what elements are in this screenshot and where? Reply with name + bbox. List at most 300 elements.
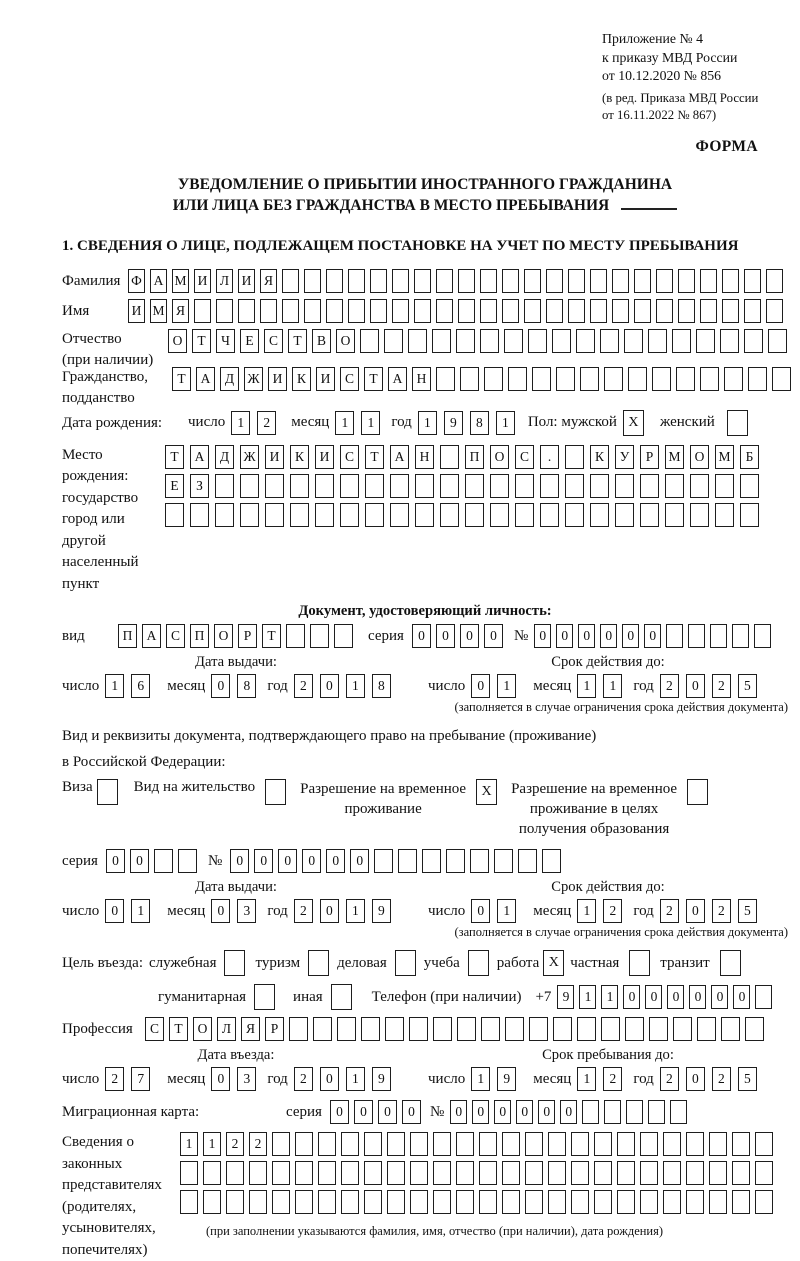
char-cell[interactable] (341, 1190, 359, 1214)
char-cell[interactable]: П (465, 445, 484, 469)
char-cell[interactable]: 6 (131, 674, 150, 698)
char-cell[interactable]: 0 (211, 674, 230, 698)
char-cell[interactable] (640, 1132, 658, 1156)
char-cell[interactable] (502, 269, 519, 293)
char-cell[interactable]: 0 (578, 624, 595, 648)
char-cell[interactable]: Ф (128, 269, 145, 293)
char-cell[interactable]: 8 (470, 411, 489, 435)
char-cell[interactable]: Р (238, 624, 257, 648)
char-cell[interactable] (715, 503, 734, 527)
char-cell[interactable] (652, 367, 671, 391)
char-cell[interactable] (433, 1017, 452, 1041)
char-cell[interactable]: 1 (603, 674, 622, 698)
char-cell[interactable] (676, 367, 695, 391)
char-cell[interactable] (568, 269, 585, 293)
char-cell[interactable] (286, 624, 305, 648)
char-cell[interactable] (755, 1190, 773, 1214)
char-cell[interactable]: 0 (330, 1100, 349, 1124)
char-cell[interactable]: 0 (278, 849, 297, 873)
char-cell[interactable]: 0 (534, 624, 551, 648)
char-cell[interactable] (365, 503, 384, 527)
char-cell[interactable] (615, 503, 634, 527)
char-cell[interactable]: 1 (497, 899, 516, 923)
char-cell[interactable] (663, 1161, 681, 1185)
char-cell[interactable]: Е (240, 329, 259, 353)
char-cell[interactable] (260, 299, 277, 323)
char-cell[interactable]: 0 (326, 849, 345, 873)
char-cell[interactable]: И (265, 445, 284, 469)
char-cell[interactable]: О (490, 445, 509, 469)
char-cell[interactable] (384, 329, 403, 353)
char-cell[interactable]: О (336, 329, 355, 353)
char-cell[interactable] (240, 503, 259, 527)
char-cell[interactable]: 0 (254, 849, 273, 873)
char-cell[interactable] (556, 367, 575, 391)
char-cell[interactable]: К (590, 445, 609, 469)
char-cell[interactable] (724, 367, 743, 391)
char-cell[interactable] (304, 299, 321, 323)
char-cell[interactable] (709, 1190, 727, 1214)
char-cell[interactable]: 1 (577, 899, 596, 923)
char-cell[interactable] (744, 299, 761, 323)
char-cell[interactable]: 0 (556, 624, 573, 648)
char-cell[interactable] (470, 849, 489, 873)
char-cell[interactable] (265, 503, 284, 527)
char-cell[interactable] (670, 1100, 687, 1124)
char-cell[interactable] (295, 1132, 313, 1156)
char-cell[interactable] (479, 1161, 497, 1185)
char-cell[interactable] (525, 1190, 543, 1214)
char-cell[interactable]: 0 (460, 624, 479, 648)
char-cell[interactable] (446, 849, 465, 873)
char-cell[interactable] (502, 1161, 520, 1185)
char-cell[interactable]: 0 (644, 624, 661, 648)
char-cell[interactable] (180, 1190, 198, 1214)
char-cell[interactable] (755, 1161, 773, 1185)
char-cell[interactable] (634, 299, 651, 323)
char-cell[interactable] (436, 269, 453, 293)
char-cell[interactable] (766, 299, 783, 323)
char-cell[interactable] (410, 1161, 428, 1185)
char-cell[interactable]: 3 (237, 1067, 256, 1091)
char-cell[interactable] (203, 1161, 221, 1185)
char-cell[interactable] (709, 1161, 727, 1185)
sex-male-checkbox[interactable]: X (623, 410, 644, 436)
char-cell[interactable] (663, 1132, 681, 1156)
char-cell[interactable] (240, 474, 259, 498)
char-cell[interactable] (525, 1132, 543, 1156)
char-cell[interactable]: 1 (180, 1132, 198, 1156)
char-cell[interactable]: 1 (496, 411, 515, 435)
char-cell[interactable]: 2 (294, 1067, 313, 1091)
char-cell[interactable] (772, 367, 791, 391)
char-cell[interactable]: 1 (471, 1067, 490, 1091)
char-cell[interactable] (640, 474, 659, 498)
char-cell[interactable] (215, 503, 234, 527)
char-cell[interactable] (408, 329, 427, 353)
char-cell[interactable] (548, 1132, 566, 1156)
char-cell[interactable] (490, 503, 509, 527)
char-cell[interactable] (370, 269, 387, 293)
char-cell[interactable] (165, 503, 184, 527)
residence-permit-checkbox[interactable] (265, 779, 286, 805)
char-cell[interactable] (433, 1132, 451, 1156)
char-cell[interactable] (678, 269, 695, 293)
char-cell[interactable] (326, 299, 343, 323)
char-cell[interactable] (216, 299, 233, 323)
char-cell[interactable]: 0 (711, 985, 728, 1009)
char-cell[interactable] (690, 474, 709, 498)
char-cell[interactable] (238, 299, 255, 323)
char-cell[interactable]: 0 (211, 899, 230, 923)
char-cell[interactable]: 9 (372, 899, 391, 923)
char-cell[interactable]: Т (192, 329, 211, 353)
char-cell[interactable]: А (150, 269, 167, 293)
char-cell[interactable] (697, 1017, 716, 1041)
char-cell[interactable] (440, 445, 459, 469)
char-cell[interactable]: 0 (412, 624, 431, 648)
char-cell[interactable]: 3 (237, 899, 256, 923)
char-cell[interactable]: А (190, 445, 209, 469)
char-cell[interactable] (458, 269, 475, 293)
char-cell[interactable] (341, 1161, 359, 1185)
char-cell[interactable] (640, 1190, 658, 1214)
char-cell[interactable] (484, 367, 503, 391)
char-cell[interactable] (457, 1017, 476, 1041)
char-cell[interactable] (553, 1017, 572, 1041)
char-cell[interactable]: Л (217, 1017, 236, 1041)
char-cell[interactable] (313, 1017, 332, 1041)
char-cell[interactable]: 5 (738, 674, 757, 698)
char-cell[interactable]: 2 (105, 1067, 124, 1091)
char-cell[interactable] (390, 474, 409, 498)
char-cell[interactable] (656, 269, 673, 293)
char-cell[interactable] (465, 503, 484, 527)
char-cell[interactable] (326, 269, 343, 293)
char-cell[interactable] (576, 329, 595, 353)
char-cell[interactable] (656, 299, 673, 323)
char-cell[interactable]: Я (172, 299, 189, 323)
char-cell[interactable]: Д (215, 445, 234, 469)
char-cell[interactable] (226, 1190, 244, 1214)
char-cell[interactable] (440, 474, 459, 498)
char-cell[interactable]: 1 (601, 985, 618, 1009)
char-cell[interactable] (565, 445, 584, 469)
char-cell[interactable] (458, 299, 475, 323)
char-cell[interactable]: Ж (240, 445, 259, 469)
char-cell[interactable] (194, 299, 211, 323)
char-cell[interactable]: М (172, 269, 189, 293)
char-cell[interactable] (748, 367, 767, 391)
char-cell[interactable] (272, 1161, 290, 1185)
char-cell[interactable] (715, 474, 734, 498)
char-cell[interactable]: 0 (733, 985, 750, 1009)
char-cell[interactable] (732, 1161, 750, 1185)
purpose-study-checkbox[interactable] (468, 950, 489, 976)
char-cell[interactable]: Т (364, 367, 383, 391)
char-cell[interactable] (295, 1190, 313, 1214)
char-cell[interactable]: 2 (226, 1132, 244, 1156)
char-cell[interactable]: 1 (579, 985, 596, 1009)
char-cell[interactable] (415, 503, 434, 527)
char-cell[interactable]: С (515, 445, 534, 469)
char-cell[interactable] (364, 1161, 382, 1185)
char-cell[interactable] (433, 1161, 451, 1185)
char-cell[interactable]: С (145, 1017, 164, 1041)
char-cell[interactable]: 1 (418, 411, 437, 435)
char-cell[interactable] (318, 1132, 336, 1156)
char-cell[interactable]: 0 (471, 674, 490, 698)
char-cell[interactable] (612, 299, 629, 323)
char-cell[interactable] (456, 1190, 474, 1214)
char-cell[interactable] (502, 1190, 520, 1214)
char-cell[interactable] (479, 1190, 497, 1214)
char-cell[interactable]: 0 (105, 899, 124, 923)
char-cell[interactable]: 2 (712, 1067, 731, 1091)
char-cell[interactable] (337, 1017, 356, 1041)
char-cell[interactable] (594, 1132, 612, 1156)
char-cell[interactable] (480, 329, 499, 353)
char-cell[interactable] (590, 503, 609, 527)
char-cell[interactable]: 2 (294, 674, 313, 698)
char-cell[interactable]: К (292, 367, 311, 391)
char-cell[interactable]: 0 (472, 1100, 489, 1124)
char-cell[interactable] (154, 849, 173, 873)
char-cell[interactable]: 8 (237, 674, 256, 698)
char-cell[interactable]: 2 (660, 899, 679, 923)
char-cell[interactable] (755, 1132, 773, 1156)
char-cell[interactable]: Н (415, 445, 434, 469)
char-cell[interactable] (436, 299, 453, 323)
char-cell[interactable] (282, 269, 299, 293)
char-cell[interactable]: Т (172, 367, 191, 391)
char-cell[interactable] (612, 269, 629, 293)
char-cell[interactable]: 0 (230, 849, 249, 873)
char-cell[interactable]: 1 (346, 1067, 365, 1091)
char-cell[interactable] (515, 474, 534, 498)
char-cell[interactable] (436, 367, 455, 391)
char-cell[interactable] (665, 474, 684, 498)
char-cell[interactable] (722, 269, 739, 293)
char-cell[interactable]: 9 (557, 985, 574, 1009)
char-cell[interactable] (502, 299, 519, 323)
char-cell[interactable] (529, 1017, 548, 1041)
char-cell[interactable]: 0 (320, 1067, 339, 1091)
char-cell[interactable]: И (238, 269, 255, 293)
char-cell[interactable]: 1 (497, 674, 516, 698)
char-cell[interactable]: С (166, 624, 185, 648)
char-cell[interactable]: А (142, 624, 161, 648)
char-cell[interactable] (546, 269, 563, 293)
char-cell[interactable]: 2 (603, 899, 622, 923)
purpose-transit-checkbox[interactable] (720, 950, 741, 976)
char-cell[interactable]: 8 (372, 674, 391, 698)
char-cell[interactable] (604, 367, 623, 391)
char-cell[interactable] (422, 849, 441, 873)
char-cell[interactable] (432, 329, 451, 353)
char-cell[interactable]: Н (412, 367, 431, 391)
char-cell[interactable] (190, 503, 209, 527)
char-cell[interactable] (479, 1132, 497, 1156)
purpose-official-checkbox[interactable] (224, 950, 245, 976)
char-cell[interactable] (480, 269, 497, 293)
char-cell[interactable] (392, 269, 409, 293)
char-cell[interactable] (460, 367, 479, 391)
char-cell[interactable] (525, 1161, 543, 1185)
char-cell[interactable]: 0 (130, 849, 149, 873)
char-cell[interactable] (688, 624, 705, 648)
char-cell[interactable]: В (312, 329, 331, 353)
char-cell[interactable]: 0 (471, 899, 490, 923)
char-cell[interactable] (456, 1132, 474, 1156)
char-cell[interactable]: 0 (436, 624, 455, 648)
char-cell[interactable]: 1 (105, 674, 124, 698)
char-cell[interactable]: И (194, 269, 211, 293)
char-cell[interactable] (754, 624, 771, 648)
char-cell[interactable] (649, 1017, 668, 1041)
char-cell[interactable]: И (128, 299, 145, 323)
char-cell[interactable] (304, 269, 321, 293)
char-cell[interactable]: 9 (497, 1067, 516, 1091)
char-cell[interactable]: И (268, 367, 287, 391)
char-cell[interactable] (686, 1190, 704, 1214)
char-cell[interactable] (515, 503, 534, 527)
char-cell[interactable] (744, 269, 761, 293)
char-cell[interactable] (663, 1190, 681, 1214)
char-cell[interactable] (696, 329, 715, 353)
char-cell[interactable] (282, 299, 299, 323)
char-cell[interactable] (364, 1132, 382, 1156)
char-cell[interactable] (387, 1132, 405, 1156)
char-cell[interactable]: 2 (294, 899, 313, 923)
sex-female-checkbox[interactable] (727, 410, 748, 436)
char-cell[interactable] (456, 329, 475, 353)
char-cell[interactable]: 2 (712, 899, 731, 923)
char-cell[interactable]: 0 (484, 624, 503, 648)
char-cell[interactable] (502, 1132, 520, 1156)
char-cell[interactable] (203, 1190, 221, 1214)
char-cell[interactable]: Т (165, 445, 184, 469)
char-cell[interactable] (295, 1161, 313, 1185)
char-cell[interactable]: 0 (320, 674, 339, 698)
char-cell[interactable] (524, 299, 541, 323)
char-cell[interactable] (465, 474, 484, 498)
char-cell[interactable] (594, 1190, 612, 1214)
char-cell[interactable] (548, 1161, 566, 1185)
char-cell[interactable]: 2 (660, 1067, 679, 1091)
char-cell[interactable] (590, 269, 607, 293)
char-cell[interactable] (440, 503, 459, 527)
char-cell[interactable]: Т (262, 624, 281, 648)
char-cell[interactable] (640, 1161, 658, 1185)
char-cell[interactable]: 0 (622, 624, 639, 648)
char-cell[interactable]: С (264, 329, 283, 353)
char-cell[interactable]: Л (216, 269, 233, 293)
char-cell[interactable] (414, 269, 431, 293)
char-cell[interactable]: 1 (131, 899, 150, 923)
char-cell[interactable] (628, 367, 647, 391)
char-cell[interactable] (666, 624, 683, 648)
char-cell[interactable]: 2 (249, 1132, 267, 1156)
char-cell[interactable] (710, 624, 727, 648)
char-cell[interactable] (582, 1100, 599, 1124)
purpose-business-checkbox[interactable] (395, 950, 416, 976)
purpose-work-checkbox[interactable]: X (543, 950, 564, 976)
char-cell[interactable]: Т (365, 445, 384, 469)
char-cell[interactable]: 2 (257, 411, 276, 435)
char-cell[interactable] (594, 1161, 612, 1185)
char-cell[interactable] (626, 1100, 643, 1124)
char-cell[interactable] (686, 1132, 704, 1156)
char-cell[interactable] (615, 474, 634, 498)
char-cell[interactable] (318, 1161, 336, 1185)
char-cell[interactable]: 0 (686, 674, 705, 698)
char-cell[interactable]: П (118, 624, 137, 648)
char-cell[interactable] (215, 474, 234, 498)
char-cell[interactable]: 0 (378, 1100, 397, 1124)
char-cell[interactable] (577, 1017, 596, 1041)
char-cell[interactable] (334, 624, 353, 648)
char-cell[interactable] (768, 329, 787, 353)
char-cell[interactable]: 0 (667, 985, 684, 1009)
char-cell[interactable] (398, 849, 417, 873)
char-cell[interactable]: 1 (335, 411, 354, 435)
char-cell[interactable] (410, 1190, 428, 1214)
char-cell[interactable] (365, 474, 384, 498)
char-cell[interactable] (648, 329, 667, 353)
char-cell[interactable] (745, 1017, 764, 1041)
char-cell[interactable] (532, 367, 551, 391)
char-cell[interactable]: 1 (577, 674, 596, 698)
char-cell[interactable] (508, 367, 527, 391)
char-cell[interactable] (315, 474, 334, 498)
char-cell[interactable]: 0 (302, 849, 321, 873)
char-cell[interactable] (361, 1017, 380, 1041)
char-cell[interactable] (686, 1161, 704, 1185)
char-cell[interactable]: 1 (346, 899, 365, 923)
char-cell[interactable] (678, 299, 695, 323)
char-cell[interactable] (226, 1161, 244, 1185)
char-cell[interactable] (600, 329, 619, 353)
char-cell[interactable] (617, 1190, 635, 1214)
char-cell[interactable] (272, 1190, 290, 1214)
char-cell[interactable]: 0 (538, 1100, 555, 1124)
purpose-tourism-checkbox[interactable] (308, 950, 329, 976)
char-cell[interactable] (318, 1190, 336, 1214)
char-cell[interactable]: 1 (577, 1067, 596, 1091)
char-cell[interactable] (315, 503, 334, 527)
char-cell[interactable] (387, 1190, 405, 1214)
char-cell[interactable] (290, 503, 309, 527)
char-cell[interactable] (766, 269, 783, 293)
char-cell[interactable]: Я (260, 269, 277, 293)
char-cell[interactable]: 0 (560, 1100, 577, 1124)
char-cell[interactable]: 0 (211, 1067, 230, 1091)
char-cell[interactable] (568, 299, 585, 323)
char-cell[interactable] (700, 269, 717, 293)
char-cell[interactable] (565, 503, 584, 527)
char-cell[interactable] (540, 503, 559, 527)
char-cell[interactable]: Ж (244, 367, 263, 391)
char-cell[interactable] (518, 849, 537, 873)
char-cell[interactable] (690, 503, 709, 527)
char-cell[interactable]: 1 (346, 674, 365, 698)
char-cell[interactable] (480, 299, 497, 323)
char-cell[interactable] (552, 329, 571, 353)
char-cell[interactable] (481, 1017, 500, 1041)
char-cell[interactable]: Р (640, 445, 659, 469)
char-cell[interactable] (505, 1017, 524, 1041)
